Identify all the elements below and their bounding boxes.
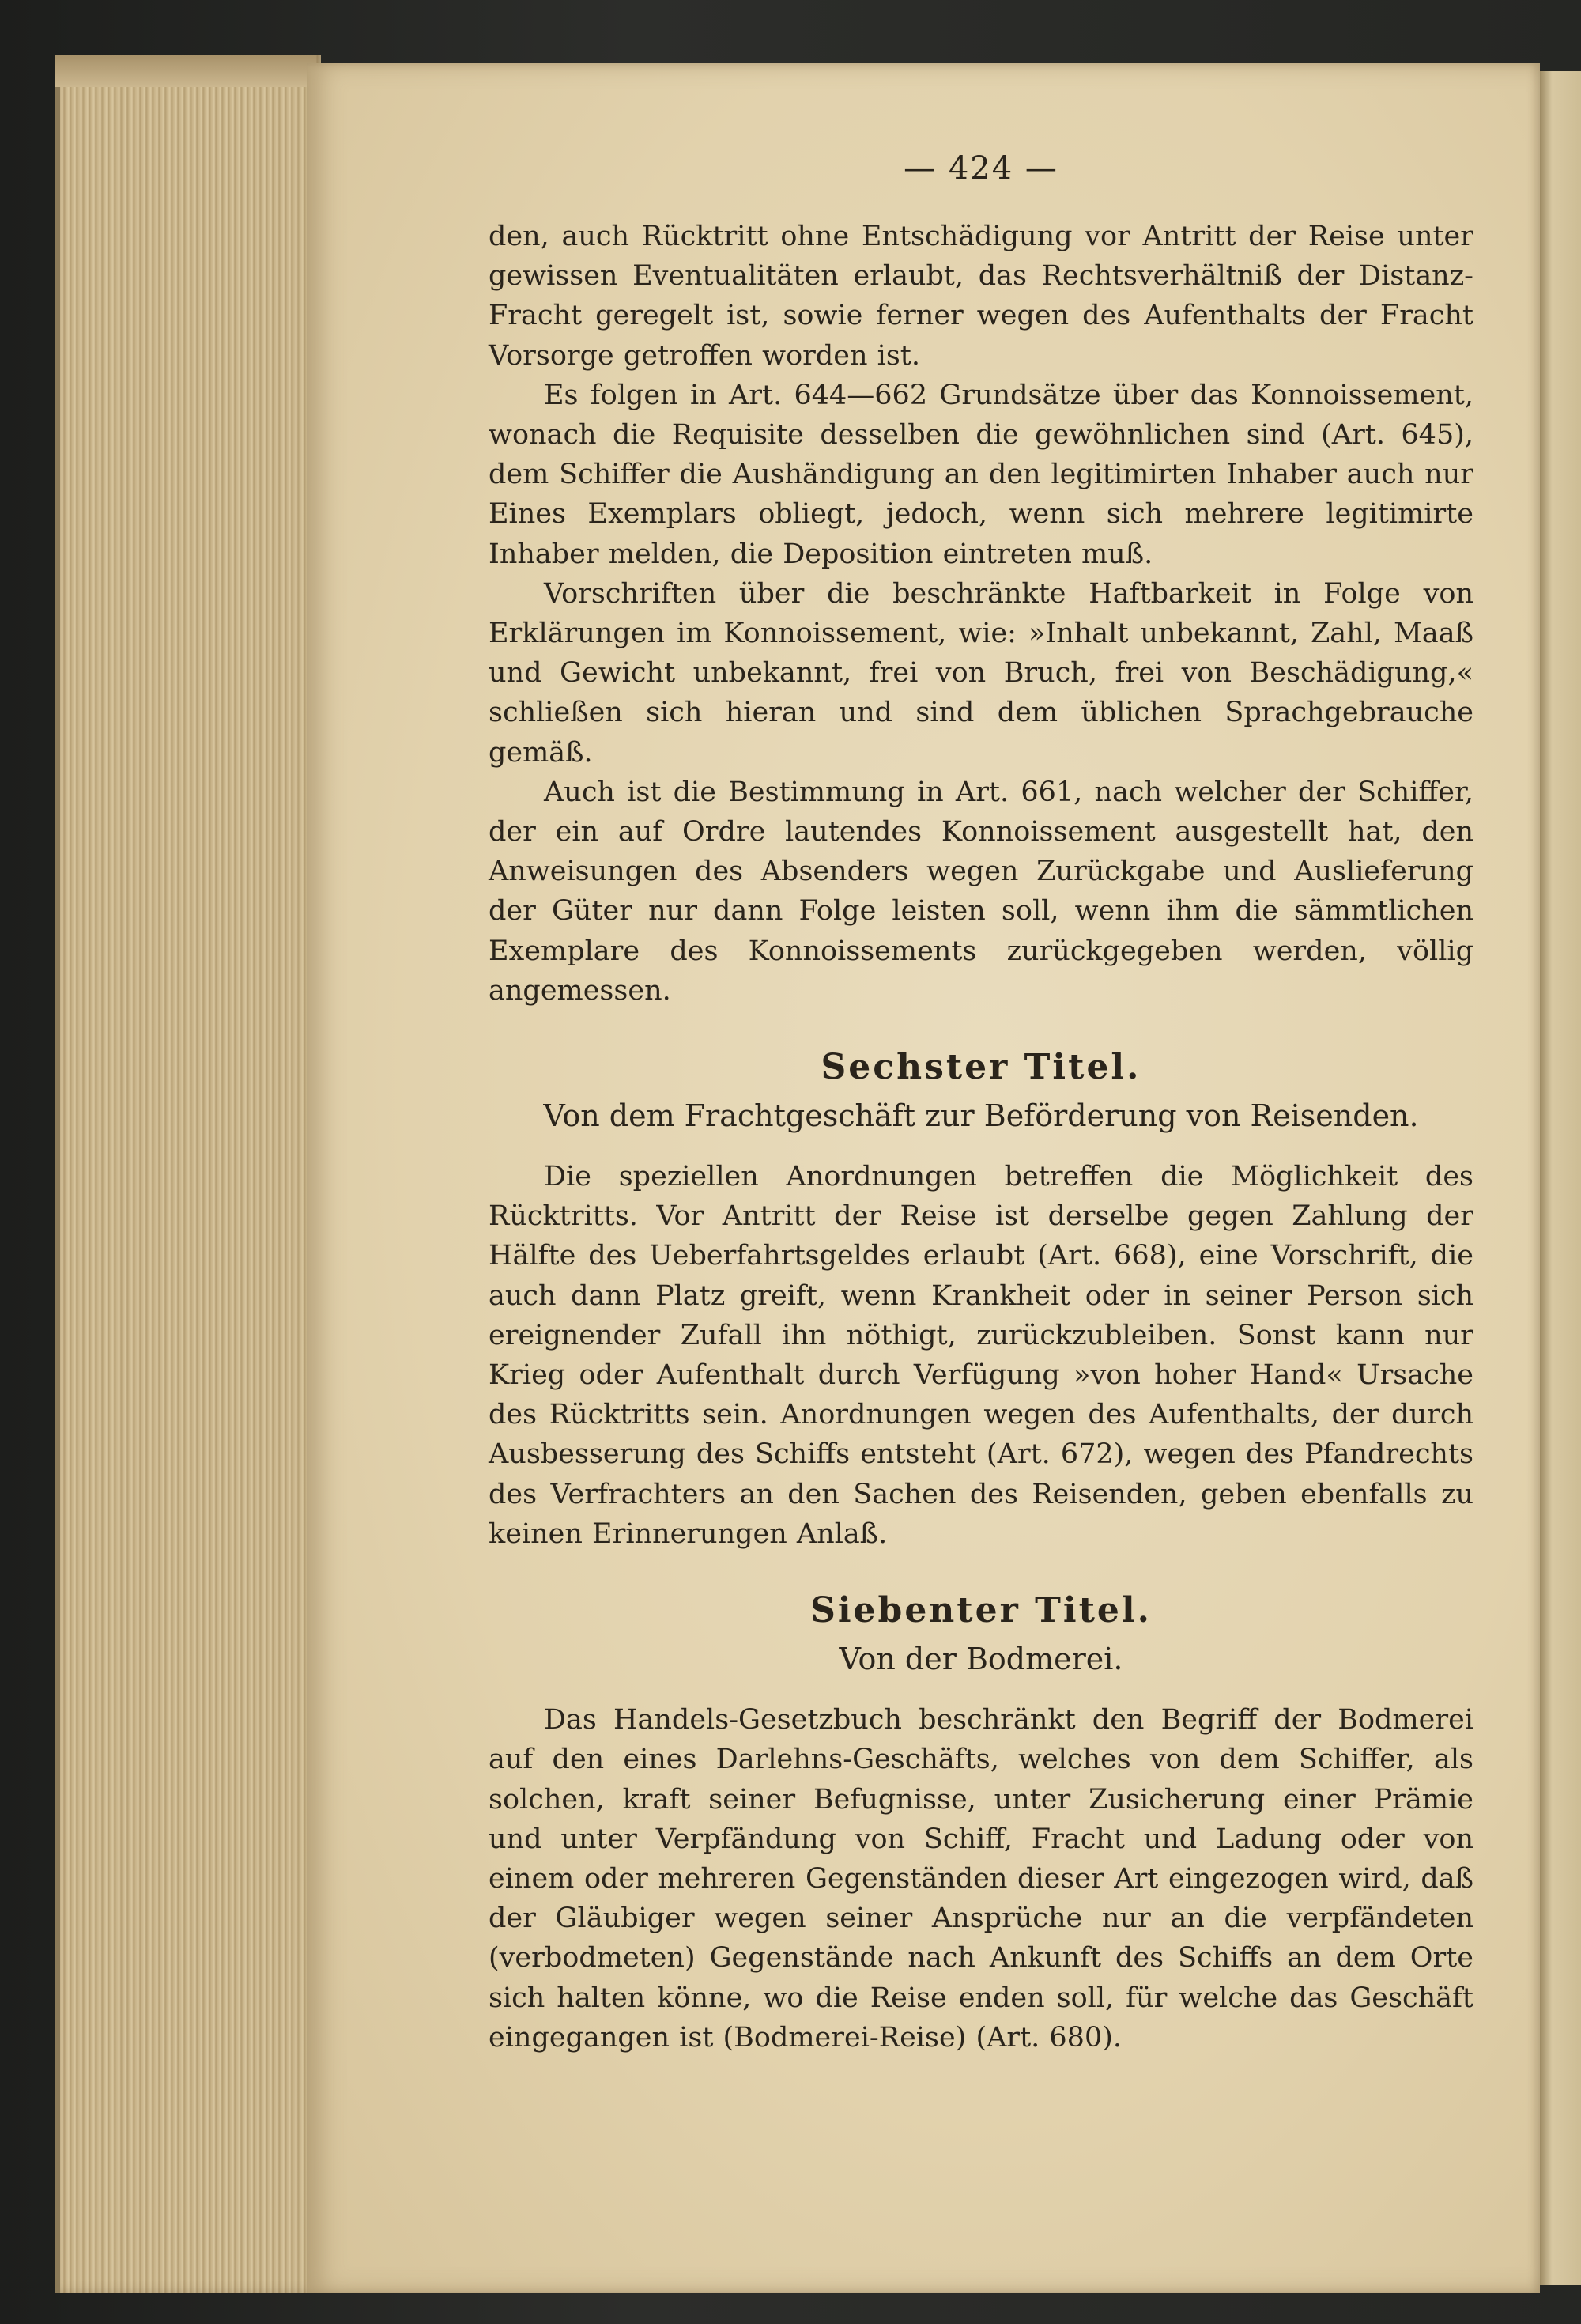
paragraph-4: Auch ist die Bestimmung in Art. 661, nach welcher der Schiffer, der ein auf Ordre lautendes Konnoissement ausgestellt hat, den Anweisungen des Absenders wegen Zurückgabe und Auslieferung der Güter nur dann Folge leisten soll, wenn ihm die sämmtlichen Exemplare des Konnoissements zurückgegeben werden, völlig angemessen. [489,776,1473,1007]
paragraph-1: den, auch Rücktritt ohne Entschädigung vor Antritt der Reise unter gewissen Eventualitäten erlaubt, das Rechtsverhältniß der Distanz-Fracht geregelt ist, sowie ferner wegen des Aufenthalts der Fracht Vorsorge getroffen worden ist. [489,221,1473,372]
section-7-paragraph: Das Handels-Gesetzbuch beschränkt den Begriff der Bodmerei auf den eines Darlehns-Geschäfts, welches von dem Schiffer, als solchen, kraft seiner Befugnisse, unter Zusicherung einer Prämie und unter Verpfändung von Schiff, Fracht und Ladung oder von einem oder mehreren Gegenständen dieser Art eingezogen wird, daß der Gläubiger wegen seiner Ansprüche nur an die verpfändeten (verbodmeten) Gegenstände nach Ankunft des Schiffs an dem Orte sich halten könne, wo die Reise enden soll, für welche das Geschäft eingegangen ist (Bodmerei-Reise) (Art. 680). [489,1704,1473,2054]
facing-page-edge [1540,71,1581,2285]
section-7-title: Siebenter Titel. [810,1590,1152,1631]
page-stack-edge [55,55,321,2293]
page-text [489,150,1473,2058]
section-7-subtitle: Von der Bodmerei. [839,1642,1123,1677]
page-stack-top [55,55,316,87]
paragraph-3: Vorschriften über die beschränkte Haftbarkeit in Folge von Erklärungen im Konnoissement, wie: »Inhalt unbekannt, Zahl, Maaß und Gewicht unbekannt, frei von Bruch, frei von Beschädigung,« schließen sich hieran und sind dem üblichen Sprachgebrauche gemäß. [489,577,1473,769]
section-6-paragraph: Die speziellen Anordnungen betreffen die Möglichkeit des Rücktritts. Vor Antritt der Reise ist derselbe gegen Zahlung der Hälfte des Ueberfahrtsgeldes erlaubt (Art. 668), eine Vorschrift, die auch dann Platz greift, wenn Krankheit oder in seiner Person sich ereignender Zufall ihn nöthigt, zurückzubleiben. Sonst kann nur Krieg oder Aufenthalt durch Verfügung »von hoher Hand« Ursache des Rücktritts sein. Anordnungen wegen des Aufenthalts, der durch Ausbesserung des Schiffs entsteht (Art. 672), wegen des Pfandrechts des Verfrachters an den Sachen des Reisenden, geben ebenfalls zu keinen Erinnerungen Anlaß. [489,1161,1473,1550]
section-6-subtitle: Von dem Frachtgeschäft zur Beförderung von Reisenden. [543,1098,1419,1134]
paragraph-2: Es folgen in Art. 644—662 Grundsätze über das Konnoissement, wonach die Requisite desselben die gewöhnlichen sind (Art. 645), dem Schiffer die Aushändigung an den legitimirten Inhaber auch nur Eines Exemplars obliegt, jedoch, wenn sich mehrere legitimirte Inhaber melden, die Deposition eintreten muß. [489,379,1473,570]
section-6-title: Sechster Titel. [821,1047,1141,1088]
page-number: — 424 — [904,150,1058,187]
